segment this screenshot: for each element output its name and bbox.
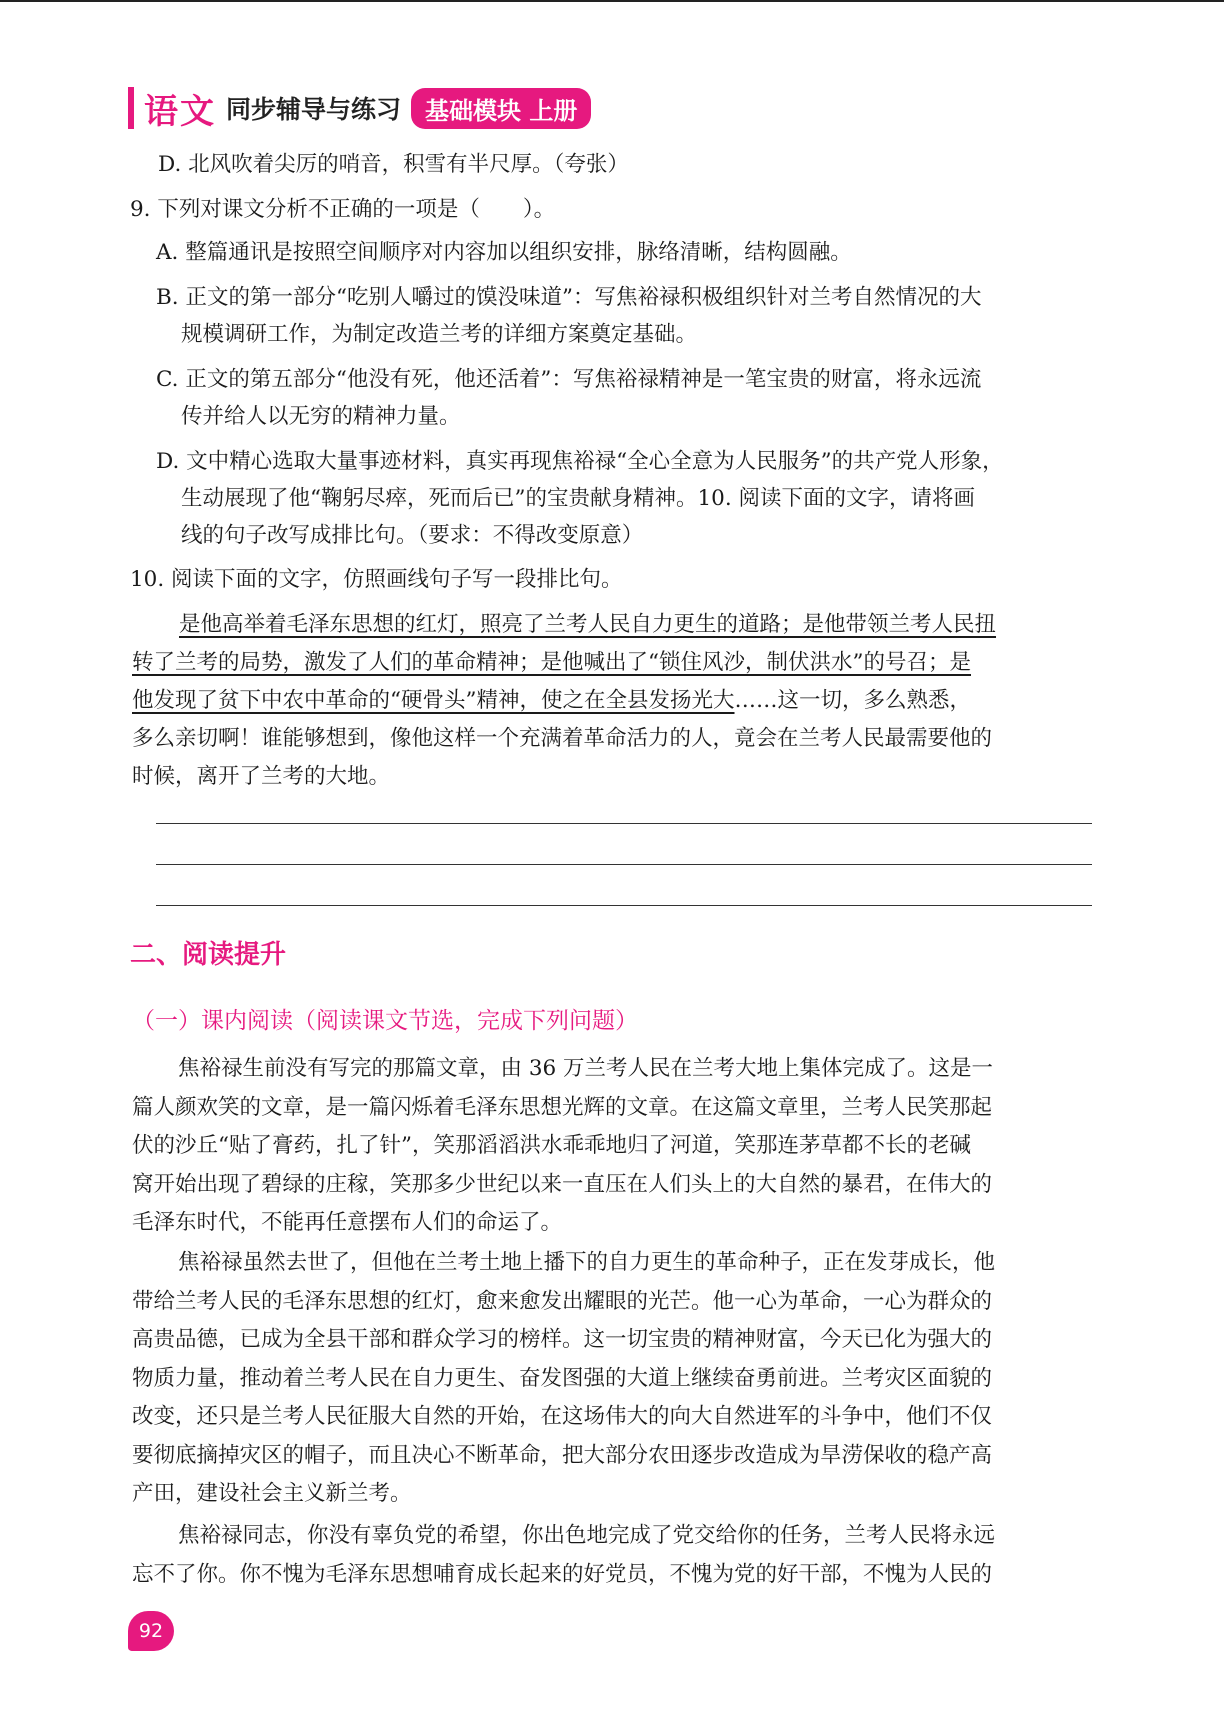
- q10-passage-line1: 是他高举着毛泽东思想的红灯，照亮了兰考人民自力更生的道路；是他带领兰考人民扭: [179, 612, 997, 637]
- q9-option-a: A. 整篇通讯是按照空间顺序对内容加以组织安排，脉络清晰，结构圆融。: [156, 240, 852, 265]
- reading-p2-line: 带给兰考人民的毛泽东思想的红灯，愈来愈发出耀眼的光芒。他一心为革命，一心为群众的: [132, 1288, 993, 1314]
- reading-p2-line: 改变，还只是兰考人民征服大自然的开始，在这场伟大的向大自然进军的斗争中，他们不仅: [132, 1404, 993, 1429]
- q9-option-c-line2: 传并给人以无穷的精神力量。: [181, 404, 461, 429]
- page-number: 92: [128, 1611, 174, 1651]
- q10-passage-line3-rest: ……这一切，多么熟悉，: [734, 688, 972, 713]
- reading-p2-line: 物质力量，推动着兰考人民在自力更生、奋发图强的大道上继续奋勇前进。兰考灾区面貌的: [132, 1365, 993, 1391]
- q9-option-c-line1: C. 正文的第五部分“他没有死，他还活着”：写焦裕禄精神是一笔宝贵的财富，将永远流: [156, 367, 982, 392]
- top-rule: [0, 0, 1224, 2]
- page-header: [128, 86, 591, 130]
- q10-passage-line3: [132, 682, 971, 720]
- header-subject: 语文: [144, 91, 216, 132]
- q10-passage-line3-underlined: 他发现了贫下中农中革命的“硬骨头”精神，使之在全县发扬光大: [132, 688, 735, 713]
- reading-p2-line: 焦裕禄虽然去世了，但他在兰考土地上播下的自力更生的革命种子，正在发芽成长，他: [178, 1250, 996, 1275]
- reading-p1-line: 窝开始出现了碧绿的庄稼，笑那多少世纪以来一直压在人们头上的大自然的暴君，在伟大的: [132, 1171, 993, 1197]
- q10-stem: 10. 阅读下面的文字，仿照画线句子写一段排比句。: [130, 567, 623, 592]
- answer-line-1[interactable]: [156, 823, 1092, 824]
- section-title: 二、阅读提升: [130, 940, 287, 970]
- q10-passage-line2: 转了兰考的局势，激发了人们的革命精神；是他喊出了“锁住风沙，制伏洪水”的号召；是: [132, 650, 971, 675]
- q9-option-b-line1: B. 正文的第一部分“吃别人嚼过的馍没味道”：写焦裕禄积极组织针对兰考自然情况的大: [156, 285, 982, 310]
- header-accent-bar: [128, 87, 134, 129]
- header-badge: 基础模块 上册: [411, 88, 591, 129]
- q9-option-d-line1: D. 文中精心选取大量事迹材料，真实再现焦裕禄“全心全意为人民服务”的共产党人形象，: [156, 449, 1004, 474]
- reading-paragraph-2: [132, 1244, 1092, 1514]
- reading-p2-line: 高贵品德，已成为全县干部和群众学习的榜样。这一切宝贵的精神财富，今天已化为强大的: [132, 1327, 993, 1352]
- q10-passage-line4: 多么亲切啊！谁能够想到，像他这样一个充满着革命活力的人，竟会在兰考人民最需要他的: [132, 726, 993, 751]
- q9-option-b-line2: 规模调研工作，为制定改造兰考的详细方案奠定基础。: [181, 322, 698, 347]
- reading-p2-line: 产田，建设社会主义新兰考。: [132, 1481, 412, 1506]
- q8-option-d: D. 北风吹着尖厉的哨音，积雪有半尺厚。（夸张）: [158, 152, 629, 177]
- answer-line-2[interactable]: [156, 864, 1092, 865]
- reading-paragraph-1: [132, 1050, 1092, 1243]
- q9-stem: 9. 下列对课文分析不正确的一项是（ ）。: [130, 197, 556, 222]
- reading-p1-line: 篇人颜欢笑的文章，是一篇闪烁着毛泽东思想光辉的文章。在这篇文章里，兰考人民笑那起: [132, 1094, 993, 1120]
- reading-p3-line: 忘不了你。你不愧为毛泽东思想哺育成长起来的好党员，不愧为党的好干部，不愧为人民的: [132, 1561, 993, 1587]
- reading-paragraph-3: [132, 1517, 1092, 1594]
- header-series: 同步辅导与练习: [226, 95, 402, 124]
- reading-p3-line: 焦裕禄同志，你没有辜负党的希望，你出色地完成了党交给你的任务，兰考人民将永远: [178, 1523, 996, 1548]
- reading-p1-line: 毛泽东时代，不能再任意摆布人们的命运了。: [132, 1210, 563, 1235]
- answer-line-3[interactable]: [156, 905, 1092, 906]
- reading-p1-line: 焦裕禄生前没有写完的那篇文章，由 36 万兰考人民在兰考大地上集体完成了。这是一: [178, 1056, 994, 1081]
- reading-p2-line: 要彻底摘掉灾区的帽子，而且决心不断革命，把大部分农田逐步改造成为旱涝保收的稳产高: [132, 1442, 993, 1468]
- section-subtitle: （一）课内阅读（阅读课文节选，完成下列问题）: [132, 1008, 638, 1034]
- q10-passage-line5: 时候，离开了兰考的大地。: [132, 764, 391, 789]
- q9-option-d-line3: 线的句子改写成排比句。（要求：不得改变原意）: [181, 523, 644, 548]
- reading-p1-line: 伏的沙丘“贴了膏药，扎了针”，笑那滔滔洪水乖乖地归了河道，笑那连茅草都不长的老碱: [132, 1133, 971, 1158]
- q9-option-d-line2: 生动展现了他“鞠躬尽瘁，死而后已”的宝贵献身精神。10. 阅读下面的文字，请将画: [181, 486, 976, 511]
